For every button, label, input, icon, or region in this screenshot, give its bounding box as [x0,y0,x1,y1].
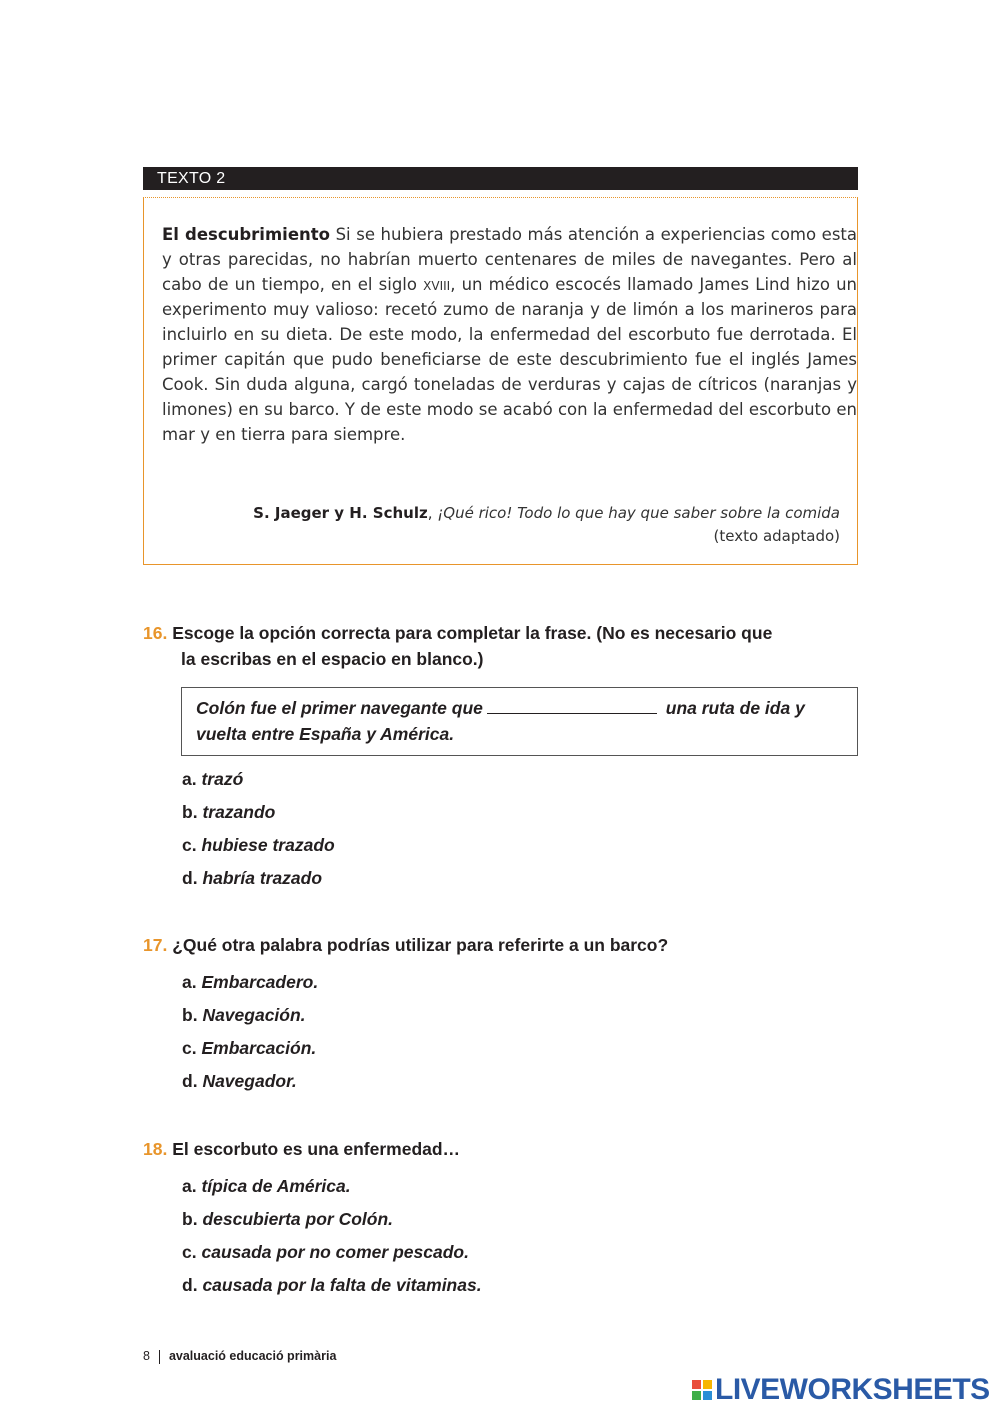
option-c[interactable]: c. Embarcación. [182,1038,317,1058]
option-b[interactable]: b. trazando [182,802,276,822]
options-list-18 [182,1170,482,1302]
footer-course: avaluació educació primària [168,1349,337,1363]
page-footer [143,1349,336,1364]
citation-comma: , [427,504,438,522]
option-d[interactable]: d. Navegador. [182,1071,297,1091]
option-d[interactable]: d. causada por la falta de vitaminas. [182,1275,482,1295]
liveworksheets-logo-icon [692,1380,712,1400]
question-prompt-line2: la escribas en el espacio en blanco.) [181,649,484,669]
option-b[interactable]: b. Navegación. [182,1005,306,1025]
footer-divider [159,1350,160,1364]
question-prompt-line1: Escoge la opción correcta para completar la frase. (No es necesario que [172,623,773,643]
question-18 [143,1136,858,1162]
passage-citation [253,502,840,548]
option-a[interactable]: a. trazó [182,769,244,789]
passage-title: El descubrimiento [162,225,330,244]
question-number: 16. [143,623,168,643]
passage-century: xviii [423,275,451,294]
fill-in-sentence-box [181,687,858,756]
option-a[interactable]: a. típica de América. [182,1176,351,1196]
section-header [143,167,858,190]
option-d[interactable]: d. habría trazado [182,868,323,888]
brand-name: LIVEWORKSHEETS [715,1373,990,1406]
citation-note: (texto adaptado) [713,527,840,545]
option-c[interactable]: c. causada por no comer pescado. [182,1242,469,1262]
liveworksheets-brand[interactable] [692,1374,990,1406]
page-number: 8 [143,1349,150,1363]
question-prompt-line1: ¿Qué otra palabra podrías utilizar para referirte a un barco? [172,935,669,955]
sentence-before: Colón fue el primer navegante que [196,698,483,718]
section-header-label: TEXTO 2 [157,170,226,187]
question-17 [143,932,858,958]
options-list-17 [182,966,318,1098]
sentence-after: una ruta de ida y vuelta entre España y América. [196,698,805,744]
option-a[interactable]: a. Embarcadero. [182,972,319,992]
question-number: 18. [143,1139,168,1159]
question-16 [143,620,858,672]
passage-text [162,222,857,447]
passage-body-2: , un médico escocés llamado James Lind hizo un experimento muy valioso: recetó zumo de naranja y de limón a los marineros para incluirlo en su dieta. De este modo, la enfermedad del escorbuto fue derrotada. El primer capitán que pudo beneficiarse de este descubrimiento fue el inglés James Cook. Sin duda alguna, cargó toneladas de verduras y cajas de cítricos (naranjas y limones) en su barco. Y de este modo se acabó con la enfermedad del escorbuto en mar y en tierra para siempre. [162,275,857,444]
options-list-16 [182,763,335,895]
passage-body-1: Si se hubiera prestado más atención a experiencias como esta y otras parecidas, no habrían muerto centenares de miles de navegantes. Pero al cabo de un tiempo, en el siglo [162,225,857,294]
option-c[interactable]: c. hubiese trazado [182,835,335,855]
question-prompt-line1: El escorbuto es una enfermedad… [172,1139,461,1159]
blank-input[interactable] [487,695,657,714]
question-number: 17. [143,935,168,955]
citation-book: ¡Qué rico! Todo lo que hay que saber sobre la comida [437,504,840,522]
citation-authors: S. Jaeger y H. Schulz [253,504,428,522]
option-b[interactable]: b. descubierta por Colón. [182,1209,394,1229]
